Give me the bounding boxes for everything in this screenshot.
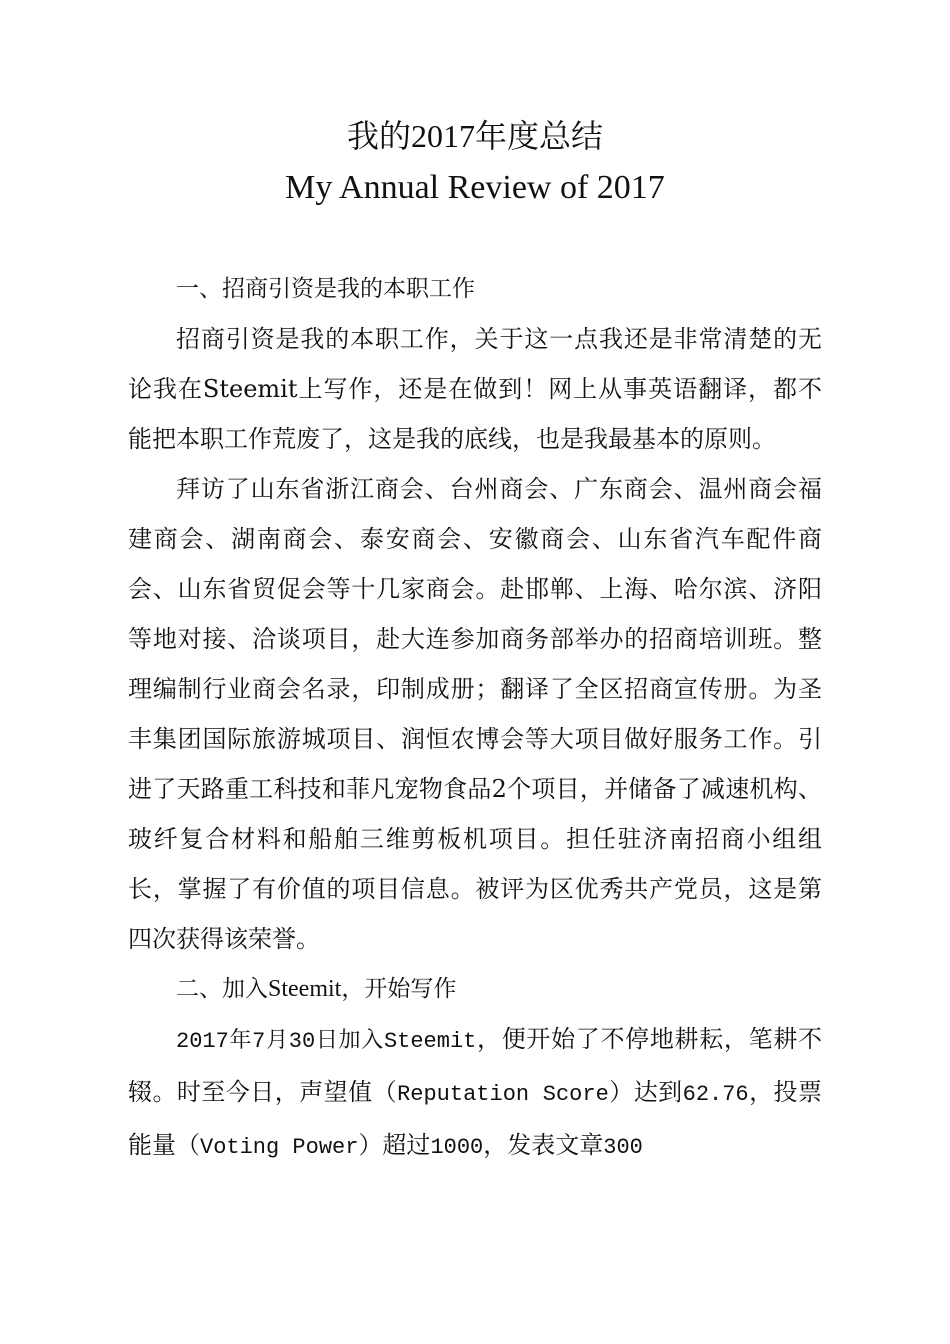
document-title-chinese: 我的2017年度总结 <box>346 118 603 154</box>
text-fragment: 2017年7月30日加入 <box>176 1029 384 1054</box>
section-heading-2 <box>128 964 822 1014</box>
section-heading-1: 一、招商引资是我的本职工作 <box>176 276 475 302</box>
section-heading-2-suffix: ，开始写作 <box>341 976 457 1002</box>
text-fragment-reputation-score: Reputation Score <box>397 1082 609 1107</box>
section-1-paragraph-2: 拜访了山东省浙江商会、台州商会、广东商会、温州商会福建商会、湖南商会、泰安商会、安徽商会、山东省汽车配件商会、山东省贸促会等十几家商会。赴邯郸、上海、哈尔滨、济阳等地对接、洽谈项目，赴大连参加商务部举办的招商培训班。整理编制行业商会名录，印制成册；翻译了全区招商宣传册。为圣丰集团国际旅游城项目、润恒农博会等大项目做好服务工作。引进了天路重工科技和菲凡宠物食品2个项目，并储备了减速机构、玻纤复合材料和船舶三维剪板机项目。担任驻济南招商小组组长，掌握了有价值的项目信息。被评为区优秀共产党员，这是第四次获得该荣誉。 <box>128 475 822 953</box>
text-fragment: ）超过 <box>358 1131 431 1159</box>
section-heading-2-steemit: Steemit <box>268 976 342 1002</box>
text-fragment-voting-value: 1000 <box>430 1135 484 1160</box>
document-body <box>128 264 822 1173</box>
text-fragment-steemit: Steemit <box>383 1029 477 1054</box>
text-fragment-article-count: 300 <box>603 1135 643 1160</box>
document-title-english: My Annual Review of 2017 <box>285 169 665 206</box>
section-2-paragraph-1 <box>128 1014 822 1173</box>
text-fragment: ）达到 <box>608 1078 683 1106</box>
section-heading-2-prefix: 二、加入 <box>176 976 268 1002</box>
text-fragment: ，便开始了不停地耕耘，笔耕不辍。时至今日，声望值（ <box>128 1025 823 1106</box>
text-fragment-reputation-value: 62.76 <box>682 1082 749 1107</box>
text-fragment: ，发表文章 <box>483 1131 604 1159</box>
text-fragment-voting-power: Voting Power <box>200 1135 359 1160</box>
section-1-paragraph-1: 招商引资是我的本职工作，关于这一点我还是非常清楚的无论我在Steemit上写作，还是在做到！网上从事英语翻译，都不能把本职工作荒废了，这是我的底线，也是我最基本的原则。 <box>128 325 822 453</box>
text-fragment: ，投票能量（ <box>128 1078 823 1159</box>
